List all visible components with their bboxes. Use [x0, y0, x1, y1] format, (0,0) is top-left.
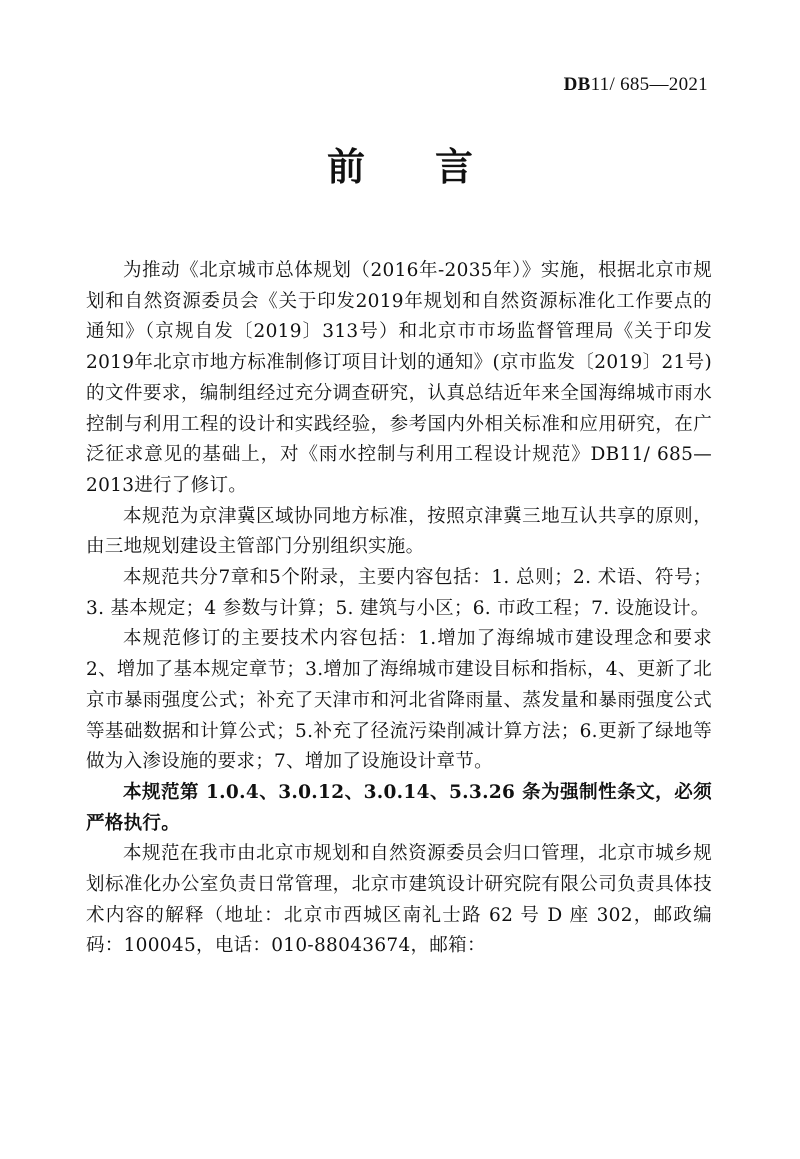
standard-code — [564, 74, 708, 96]
paragraph-revisions: 本规范修订的主要技术内容包括：1.增加了海绵城市建设理念和要求2、增加了基本规定章节；3.增加了海绵城市建设目标和指标，4、更新了北京市暴雨强度公式；补充了天津市和河北省降雨量、蒸发量和暴雨强度公式等基础数据和计算公式；5.补充了径流污染削减计算方法；6.更新了绿地等做为入渗设施的要求；7、增加了设施设计章节。 — [86, 628, 712, 773]
standard-code-number: 11/ 685—2021 — [590, 74, 708, 95]
standard-code-prefix: DB — [563, 74, 591, 95]
paragraph-contents: 本规范共分7章和5个附录，主要内容包括：1. 总则；2. 术语、符号；3. 基本规定；4 参数与计算；5. 建筑与小区；6. 市政工程；7. 设施设计。 — [86, 567, 712, 619]
preface-body — [86, 256, 712, 962]
paragraph-mandatory-clauses: 本规范第 1.0.4、3.0.12、3.0.14、5.3.26 条为强制性条文，必须严格执行。 — [86, 781, 712, 834]
paragraph-administration: 本规范在我市由北京市规划和自然资源委员会归口管理，北京市城乡规划标准化办公室负责日常管理，北京市建筑设计研究院有限公司负责具体技术内容的解释（地址：北京市西城区南礼士路 62 号 D 座 302，邮政编码：100045，电话：010-88043674，邮箱： — [86, 843, 712, 957]
paragraph-regional-standard: 本规范为京津冀区域协同地方标准，按照京津冀三地互认共享的原则，由三地规划建设主管部门分别组织实施。 — [86, 505, 712, 558]
page-title: 前言 — [326, 144, 543, 189]
paragraph-background: 为推动《北京城市总体规划（2016年-2035年）》实施，根据北京市规划和自然资源委员会《关于印发2019年规划和自然资源标准化工作要点的通知》（京规自发〔2019〕313号）和北京市市场监督管理局《关于印发2019年北京市地方标准制修订项目计划的通知》(京市监发〔2019〕21号)的文件要求，编制组经过充分调查研究，认真总结近年来全国海绵城市雨水控制与利用工程的设计和实践经验，参考国内外相关标准和应用研究，在广泛征求意见的基础上，对《雨水控制与利用工程设计规范》DB11/ 685—2013进行了修订。 — [86, 260, 712, 496]
